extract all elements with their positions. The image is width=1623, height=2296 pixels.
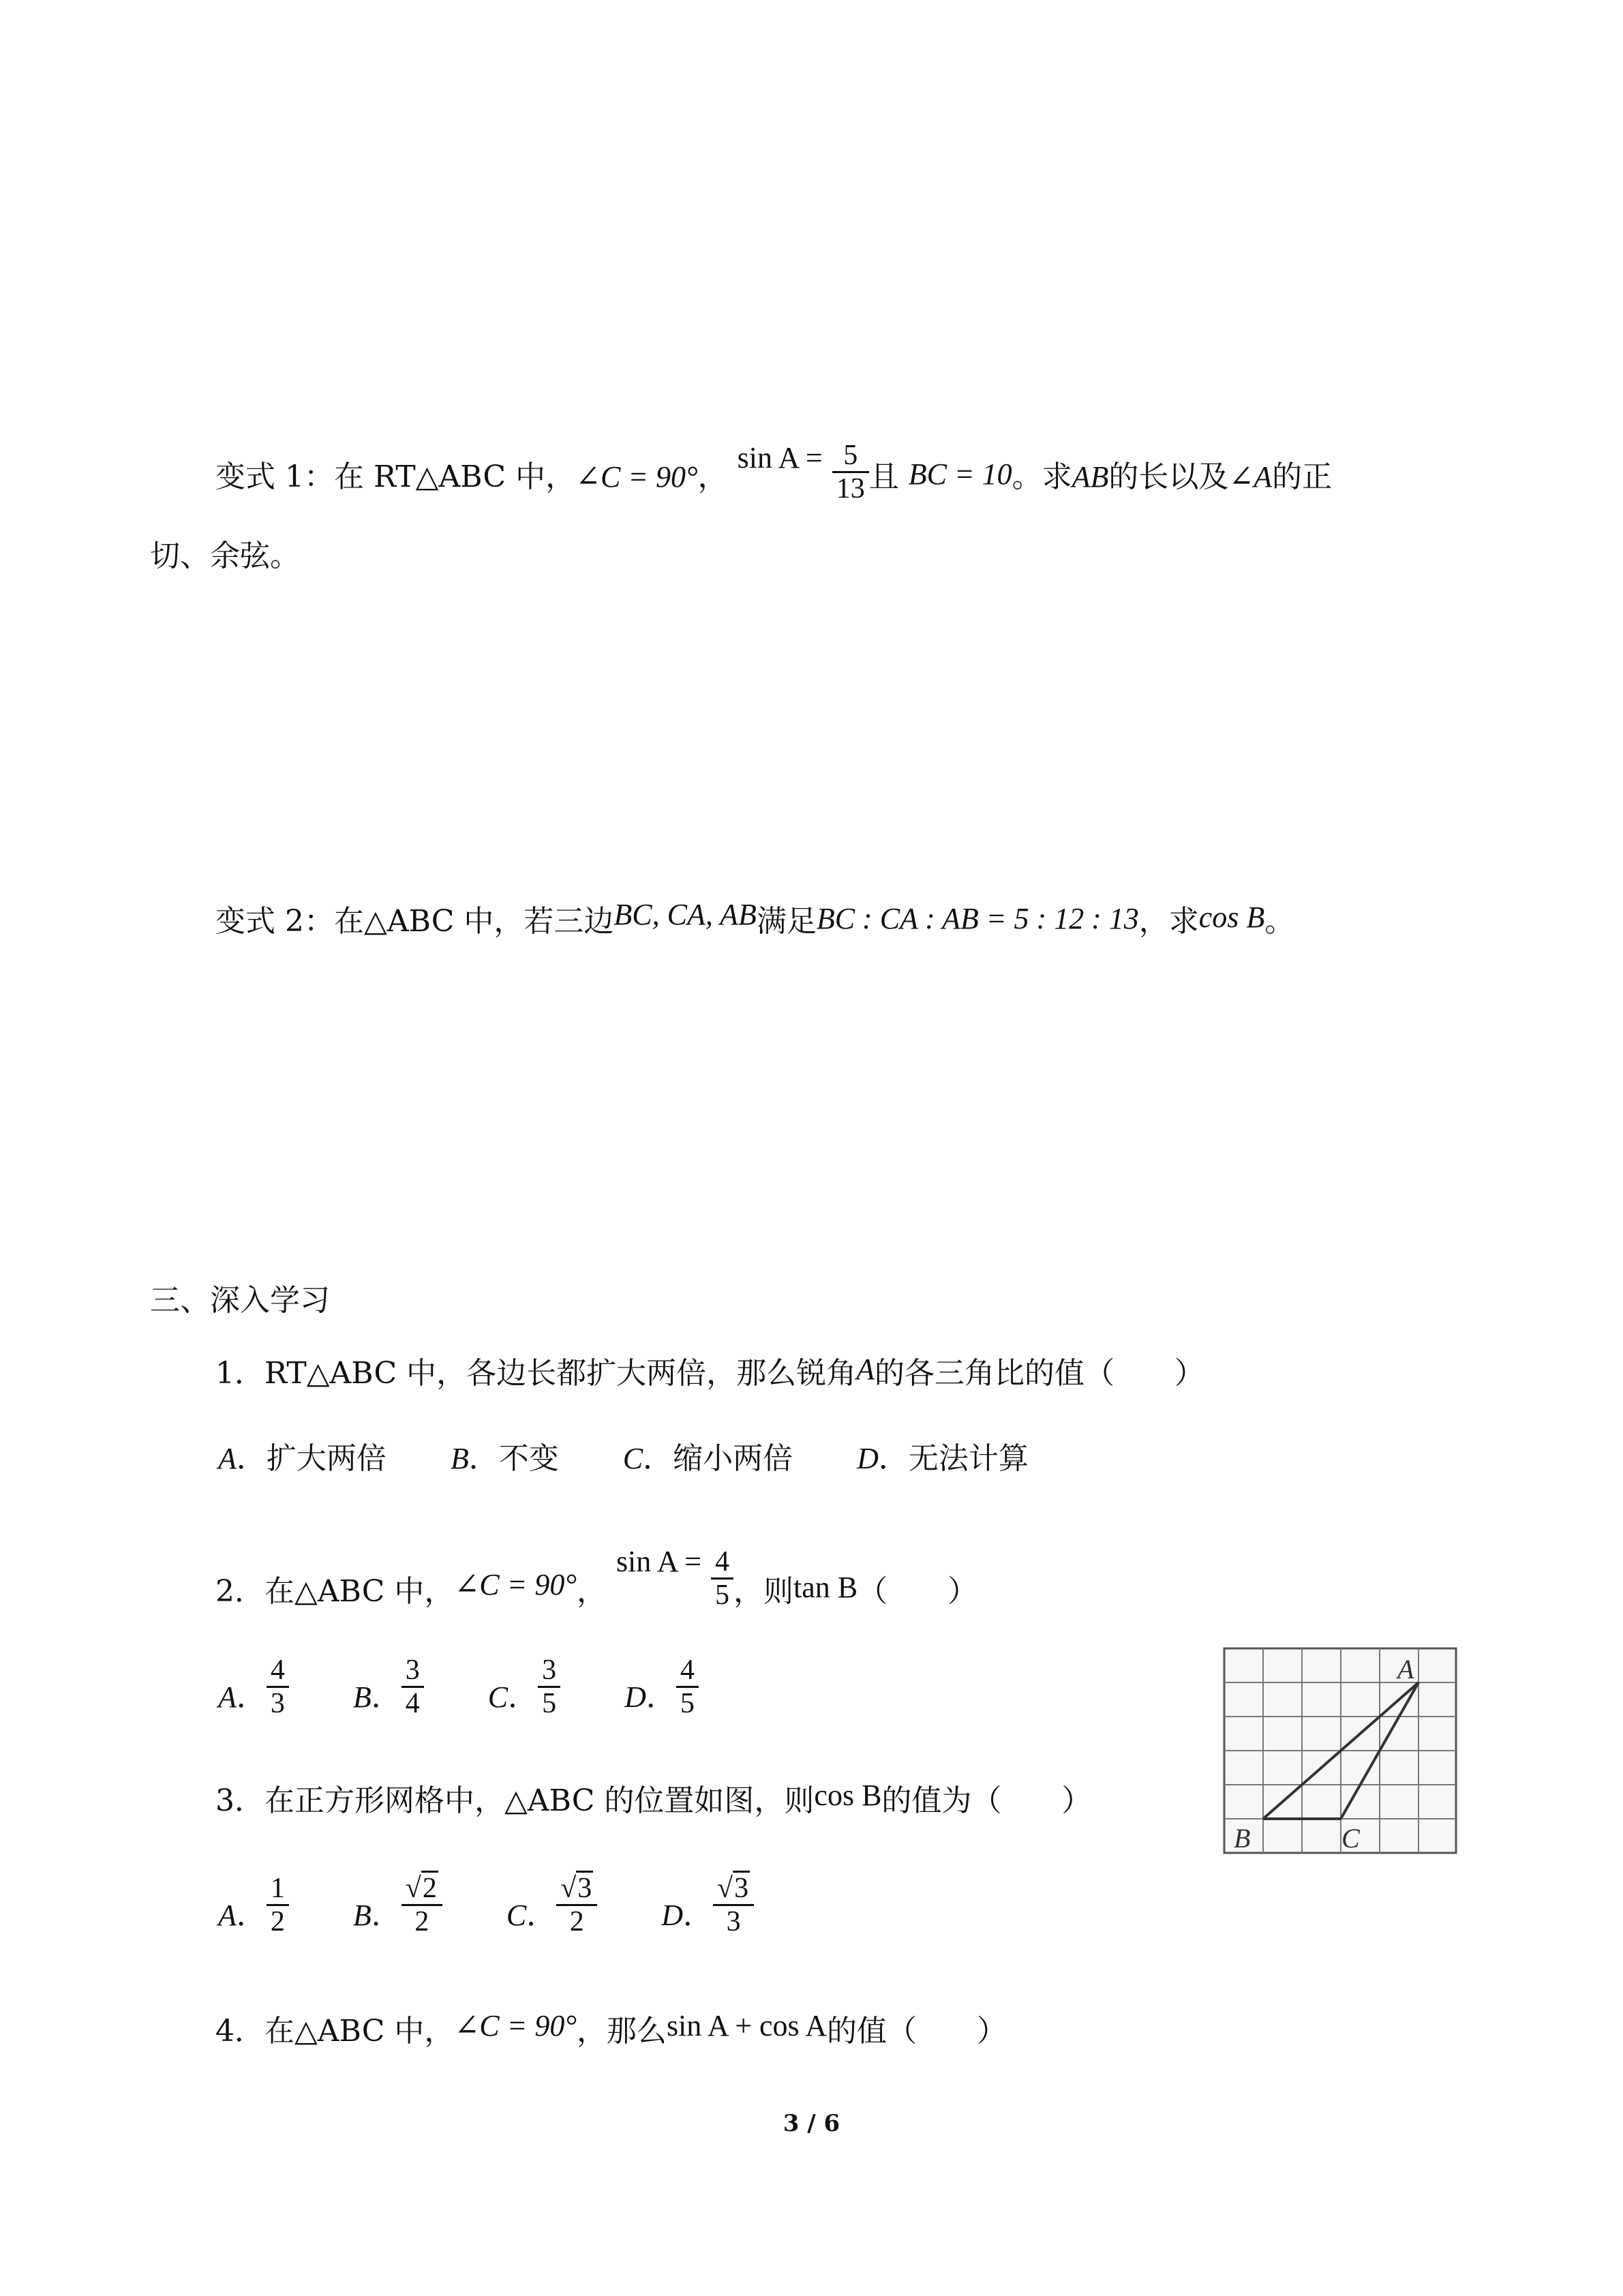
- q2-tan-b: tan B: [793, 1571, 858, 1604]
- page-number: 3 / 6: [783, 2110, 840, 2137]
- q3-prefix: 3．在正方形网格中，△ABC 的位置如图，则: [215, 1783, 815, 1818]
- q3-label-c: C: [1341, 1823, 1360, 1854]
- q1-var-a: A: [856, 1353, 875, 1386]
- q1-option-c[interactable]: C．缩小两倍: [622, 1441, 793, 1476]
- variant1-angle-c: ∠C = 90°: [575, 460, 698, 494]
- q1-option-d[interactable]: D．无法计算: [857, 1441, 1029, 1476]
- variant2-ratio: BC : CA : AB = 5 : 12 : 13: [816, 902, 1139, 935]
- q2-options: [218, 1655, 699, 1732]
- variant2-sides: BC, CA, AB: [613, 898, 757, 931]
- q4-expr: sin A + cos A: [666, 2009, 828, 2042]
- q4-prefix: 4．在△ABC 中，: [215, 2014, 455, 2049]
- section3-title: 三、深入学习: [150, 1283, 330, 1318]
- q1-suffix: 的各三角比的值（ ）: [875, 1356, 1205, 1391]
- q1-option-a[interactable]: A．扩大两倍: [218, 1441, 386, 1476]
- q3-option-c[interactable]: C． $\frac{√3}{2}$: [506, 1898, 597, 1933]
- q3-label-a: A: [1397, 1654, 1414, 1685]
- variant1-ab: AB: [1072, 460, 1109, 494]
- q2-angle-c: ∠C = 90°: [454, 1568, 577, 1601]
- q2-sinA-label: sin A =: [616, 1545, 702, 1578]
- q2-then: ，则: [733, 1574, 794, 1609]
- q4-angle-c: ∠C = 90°: [454, 2009, 577, 2042]
- variant1-and: 且: [868, 459, 899, 494]
- q3-grid-figure: [1219, 1643, 1478, 1888]
- q1-option-b[interactable]: B．不变: [450, 1441, 559, 1476]
- q3-cos-b: cos B: [814, 1779, 882, 1812]
- q1-stem: [215, 1353, 1204, 1394]
- q1-prefix: 1．RT△ABC 中，各边长都扩大两倍，那么锐角: [215, 1356, 857, 1391]
- variant2-cos-b: cos B: [1198, 901, 1265, 934]
- variant1-comma: ，: [697, 459, 728, 494]
- variant2-line: [215, 898, 1295, 942]
- variant1-line2: 切、余弦。: [150, 539, 300, 573]
- variant2-end: 。: [1264, 904, 1295, 939]
- variant1-line1: [215, 440, 1333, 511]
- q2-sinA-fraction: $\frac{4}{5}$: [711, 1546, 733, 1611]
- q3-options: [218, 1873, 754, 1950]
- variant2-ask: ，求: [1138, 904, 1199, 939]
- variant1-sinA-fraction: $\frac{5}{13}$: [832, 440, 869, 504]
- q3-option-d[interactable]: D． $\frac{√3}{3}$: [661, 1898, 754, 1933]
- q2-paren: （ ）: [858, 1574, 978, 1609]
- q3-suffix: 的值为（ ）: [881, 1783, 1092, 1818]
- variant1-mid: 的长以及: [1108, 459, 1229, 494]
- q4-stem: [215, 2011, 1007, 2052]
- variant1-ask: 。求: [1012, 459, 1072, 494]
- variant1-prefix: 变式 1：在 RT△ABC 中，: [215, 459, 576, 494]
- variant1-angle-a: ∠A: [1228, 460, 1273, 494]
- variant2-satisfy: 满足: [756, 904, 817, 939]
- q3-option-b[interactable]: B． $\frac{√2}{2}$: [353, 1898, 442, 1933]
- q2-option-d[interactable]: D． $\frac{4}{5}$: [624, 1680, 699, 1715]
- q3-label-b: B: [1234, 1823, 1251, 1854]
- variant1-sinA-label: sin A =: [737, 441, 823, 474]
- variant1-bc: BC = 10: [908, 457, 1012, 491]
- q2-prefix: 2．在△ABC 中，: [215, 1574, 455, 1609]
- q2-stem: [215, 1545, 978, 1626]
- q2-comma: ，: [576, 1574, 607, 1609]
- q1-options: [218, 1438, 1029, 1479]
- q3-option-a[interactable]: A． $\frac{1}{2}$: [218, 1898, 289, 1933]
- q4-then: ，那么: [576, 2014, 667, 2049]
- q2-option-a[interactable]: A． $\frac{4}{3}$: [218, 1680, 289, 1715]
- q4-suffix: 的值（ ）: [827, 2014, 1007, 2049]
- variant1-tail: 的正: [1272, 459, 1333, 494]
- variant2-prefix: 变式 2：在△ABC 中，若三边: [215, 904, 614, 939]
- q2-option-b[interactable]: B． $\frac{3}{4}$: [353, 1680, 424, 1715]
- q3-stem: [215, 1781, 1091, 1822]
- q2-option-c[interactable]: C． $\frac{3}{5}$: [488, 1680, 560, 1715]
